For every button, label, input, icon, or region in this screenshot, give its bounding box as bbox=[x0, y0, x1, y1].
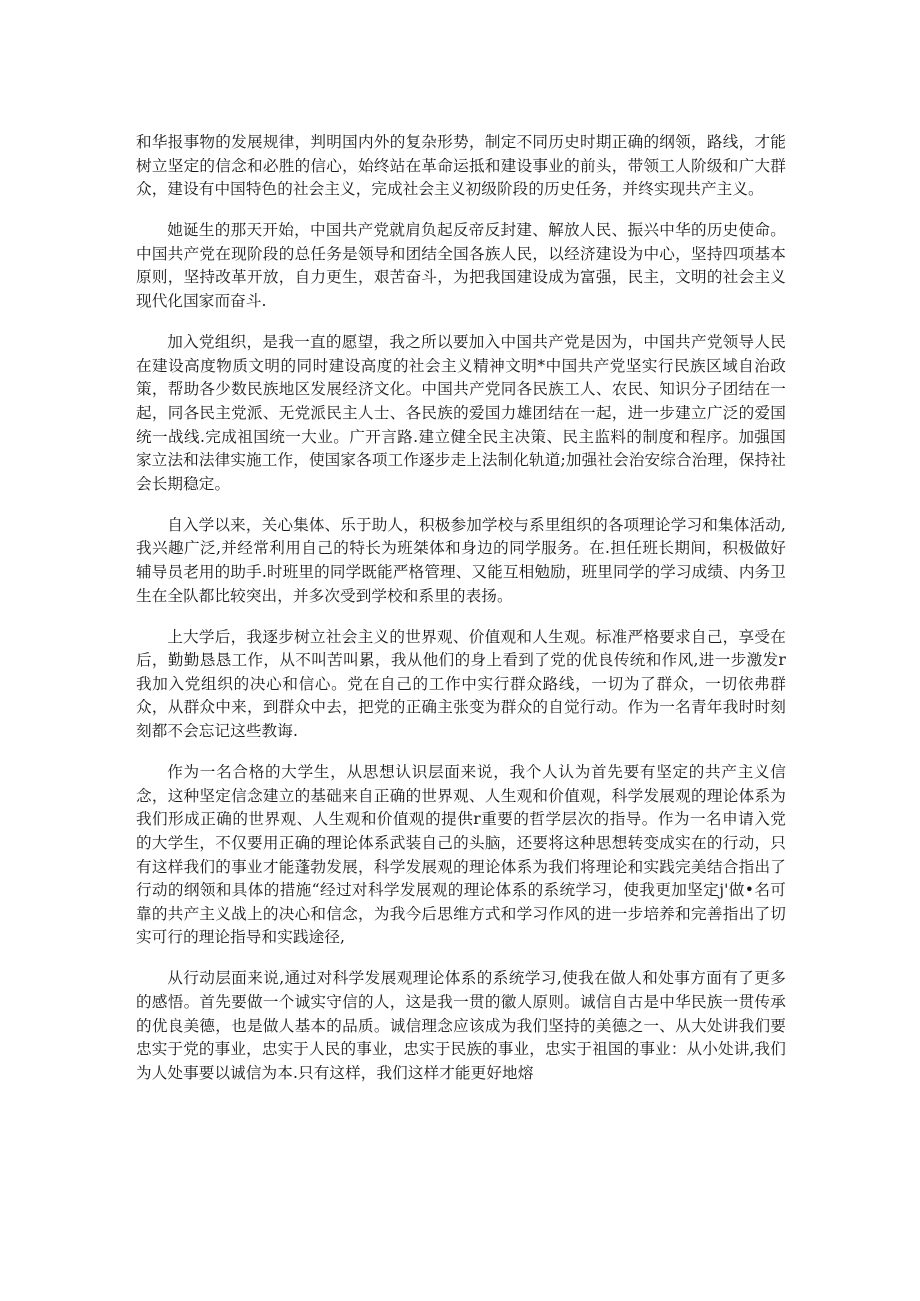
paragraph-5: 上大学后，我逐步树立社会主义的世界观、价值观和人生观。标准严格要求自己，享受在后，勤勤恳恳工作，从不叫苦叫累，我从他们的身上看到了党的优良传统和作风,进一步激发r我加入党组织的决心和信心。党在自己的工作中实行群众路线，一切为了群众，一切依弗群众，从群众中来，到群众中去，把党的正确主张变为群众的自觉行动。作为一名青年我时时刻刻都不会忘记这些教诲. bbox=[136, 627, 786, 741]
paragraph-4: 自入学以来，关心集体、乐于助人，积极参加学校与系里组织的各项理论学习和集体活动,我兴趣广泛,并经常利用自己的特长为班桀体和身边的同学服务。在.担任班长期间，积极做好辅导员老用的助手.时班里的同学既能严格管理、又能互相勉励，班里同学的学习成绩、内务卫生在全队都比较突出，并多次受到学校和系里的表扬。 bbox=[136, 515, 786, 605]
paragraph-7: 从行动层面来说,通过对科学发展观理论体系的系统学习,使我在做人和处事方面有了更多的感悟。首先要做一个诚实守信的人，这是我一贯的徽人原则。诚信自古是中华民族一贯传承的优良美德，也是做人基本的品质。诚信理念应该成为我们坚持的美德之一、从大处讲我们要忠实于党的事业，忠实于人民的事业，忠实于民族的事业，忠实于祖国的事业：从小处讲,我们为人处事要以诚信为本.只有这样，我们这样才能更好地熔 bbox=[136, 969, 786, 1082]
paragraph-6: 作为一名合格的大学生，从思想认识层面来说，我个人认为首先要有坚定的共产主义信念，这种坚定信念建立的基础来自正确的世界观、人生观和价值观，科学发展观的理论体系为我们形成正确的世界观、人生观和价值观的提供r重要的哲学层次的指导。作为一名申请入党的大学生，不仅要用正确的理论体系武装自己的头脑，还要将这种思想转变成实在的行动，只有这样我们的事业才能蓬勃发展，科学发展观的理论体系为我们将理论和实践完美结合指出了行动的纲领和具体的措施“经过对科学发展观的理论体系的系统学习，使我更加坚定j'做•名可靠的共产主义战上的决心和信念，为我今后思维方式和学习作风的进一步培养和完善指出了切实可行的理论指导和实践途径, bbox=[136, 763, 786, 947]
paragraph-1: 和华报事物的发展规律，判明国内外的复杂形势，制定不同历史时期正确的纲领，路线，才能树立坚定的信念和必胜的信心，始终站在革命运抵和建设事业的前头，带领工人阶级和广大群众，建设有中国特色的社会主义，完成社会主义初级阶段的历史任务，并终实现共产主义。 bbox=[136, 133, 786, 199]
paragraph-2: 她诞生的那天开始，中国共产党就肩负起反帝反封建、解放人民、振兴中华的历史使命。中国共产党在现阶段的总任务是领导和团结全国各族人民，以经济建设为中心，坚持四项基本原则，坚持改革开放，自力更生，艰苦奋斗，为把我国建设成为富强，民主，文明的社会主义现代化国家而奋斗. bbox=[136, 221, 786, 311]
paragraph-3: 加入党组织，是我一直的愿望，我之所以要加入中国共产党是因为，中国共产党领导人民在建设高度物质文明的同时建设高度的社会主义精神文明*中国共产党坚实行民族区域自治政策，帮助各少数民族地区发展经济文化。中国共产党同各民族工人、农民、知识分子团结在一起，同各民主党派、无党派民主人士、各民族的爱国力雄团结在一起，进一步建立广泛的爱国统一战线.完成祖国统一大业。广开言路.建立健全民主决策、民主监料的制度和程序。加强国家立法和法律实施工作，使国家各项工作逐步走上法制化轨道;加强社会治安综合治理，保持社会长期稳定。 bbox=[136, 333, 786, 493]
document-body bbox=[136, 131, 786, 1103]
